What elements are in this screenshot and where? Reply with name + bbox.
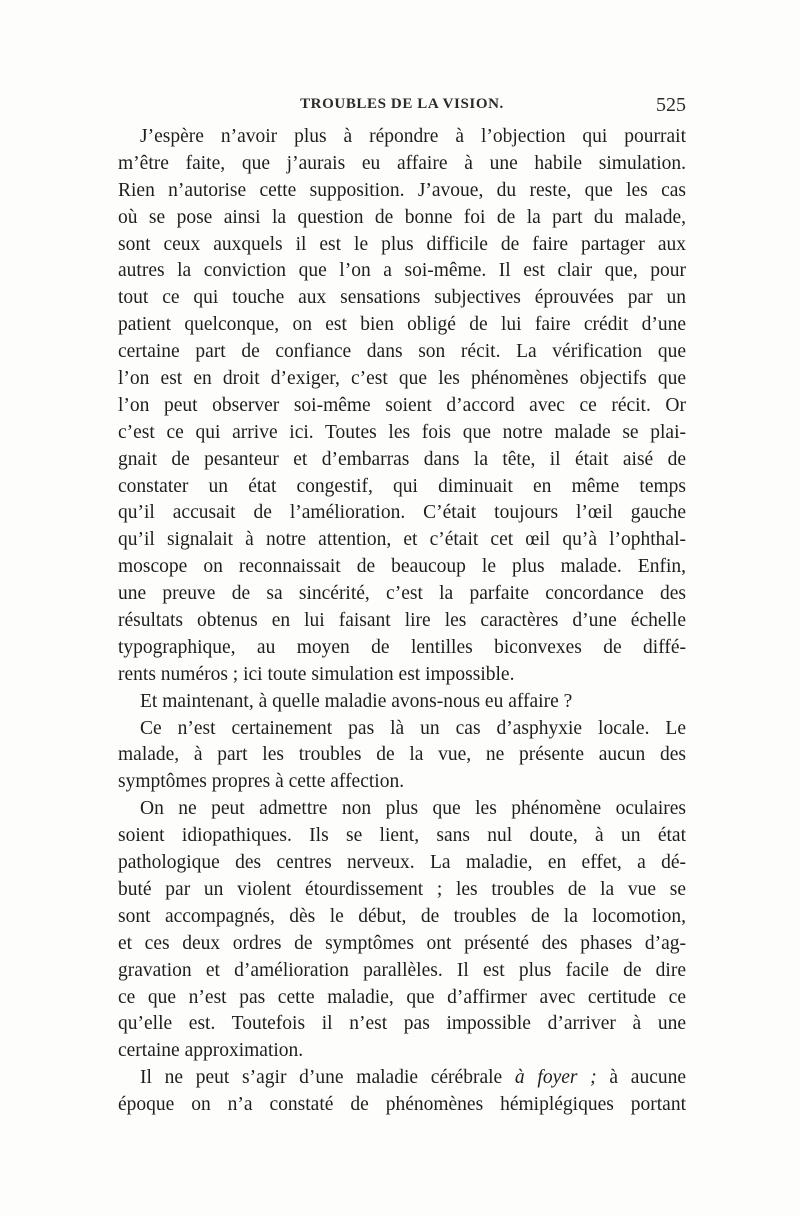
text-line: symptômes propres à cette affection. xyxy=(118,771,405,793)
italic-run: à foyer ; xyxy=(514,1067,597,1089)
text-line: c’est ce qui arrive ici. Toutes les fois que notre malade se plai- xyxy=(118,421,686,443)
text-run: à aucune xyxy=(596,1067,687,1089)
text-line: constater un état congestif, qui diminuait en même temps xyxy=(118,475,686,497)
text-line: patient quelconque, on est bien obligé de lui faire crédit d’une xyxy=(118,314,686,336)
text-line: une preuve de sa sincérité, c’est la parfaite concordance des xyxy=(118,583,686,605)
page-number: 525 xyxy=(656,94,686,116)
text-line: Rien n’autorise cette supposition. J’avoue, du reste, que les cas xyxy=(118,179,686,201)
text-line-mixed xyxy=(118,1065,686,1092)
text-line: Et maintenant, à quelle maladie avons-nous eu affaire ? xyxy=(140,690,573,712)
running-title: TROUBLES DE LA VISION. xyxy=(300,96,504,112)
text-line: ce que n’est pas cette maladie, que d’affirmer avec certitude ce xyxy=(118,986,686,1008)
text-line: typographique, au moyen de lentilles biconvexes de diffé- xyxy=(118,636,686,658)
text-line: où se pose ainsi la question de bonne foi de la part du malade, xyxy=(118,206,686,228)
text-line: J’espère n’avoir plus à répondre à l’objection qui pourrait xyxy=(140,126,686,147)
text-line: sont accompagnés, dès le début, de troubles de la locomotion, xyxy=(118,905,686,927)
text-line: l’on peut observer soi-même soient d’accord avec ce récit. Or xyxy=(118,394,686,416)
text-line: m’être faite, que j’aurais eu affaire à une habile simulation. xyxy=(118,152,686,174)
text-line: certaine part de confiance dans son récit. La vérification que xyxy=(118,341,686,363)
text-line: rents numéros ; ici toute simulation est impossible. xyxy=(118,663,515,685)
text-line: moscope on reconnaissait de beaucoup le plus malade. Enfin, xyxy=(118,556,686,578)
running-head xyxy=(118,96,686,120)
text-line: autres la conviction que l’on a soi-même. Il est clair que, pour xyxy=(118,260,686,282)
text-line: gravation et d’amélioration parallèles. Il est plus facile de dire xyxy=(118,959,686,981)
text-line: et ces deux ordres de symptômes ont présenté des phases d’ag- xyxy=(118,932,686,954)
text-line: Ce n’est certainement pas là un cas d’asphyxie locale. Le xyxy=(140,717,686,739)
text-line: buté par un violent étourdissement ; les troubles de la vue se xyxy=(118,878,686,900)
text-line: malade, à part les troubles de la vue, ne présente aucun des xyxy=(118,744,686,766)
text-line: époque on n’a constaté de phénomènes hémiplégiques portant xyxy=(118,1094,686,1116)
text-line: gnait de pesanteur et d’embarras dans la tête, il était aisé de xyxy=(118,448,686,470)
text-line: pathologique des centres nerveux. La maladie, en effet, a dé- xyxy=(118,852,686,874)
text-line: certaine approximation. xyxy=(118,1040,304,1062)
text-line: tout ce qui touche aux sensations subjectives éprouvées par un xyxy=(118,287,686,309)
text-line: qu’il signalait à notre attention, et c’était cet œil qu’à l’ophthal- xyxy=(118,529,686,551)
body-text xyxy=(118,124,686,1119)
text-line: résultats obtenus en lui faisant lire les caractères d’une échelle xyxy=(118,610,686,632)
text-line: qu’elle est. Toutefois il n’est pas impossible d’arriver à une xyxy=(118,1013,686,1035)
text-line: sont ceux auxquels il est le plus difficile de faire partager aux xyxy=(118,233,686,255)
text-line: soient idiopathiques. Ils se lient, sans nul doute, à un état xyxy=(118,825,686,847)
text-line: On ne peut admettre non plus que les phénomène oculaires xyxy=(140,798,686,820)
text-line: l’on est en droit d’exiger, c’est que les phénomènes objectifs que xyxy=(118,368,686,390)
text-line: qu’il accusait de l’amélioration. C’était toujours l’œil gauche xyxy=(118,502,686,524)
text-run: Il ne peut s’agir d’une maladie cérébrale xyxy=(140,1067,503,1089)
